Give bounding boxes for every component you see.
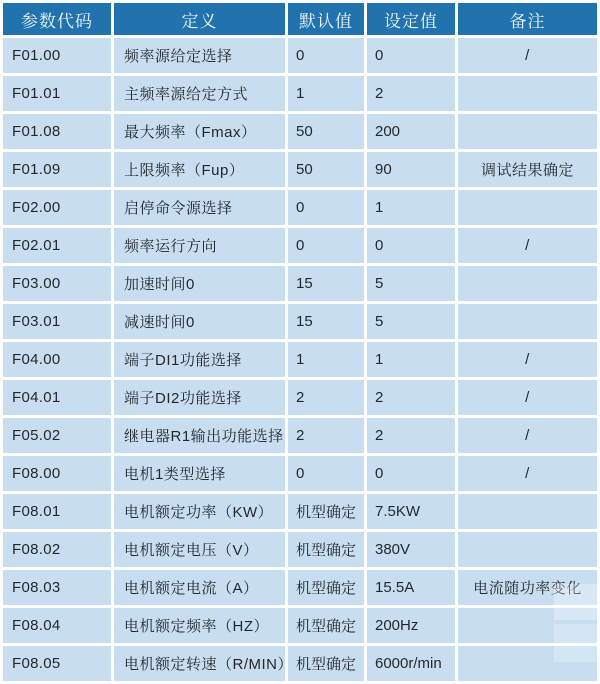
cell-set: 2	[367, 380, 455, 415]
cell-definition: 频率运行方向	[114, 228, 285, 263]
table-row	[3, 532, 597, 567]
table-row	[3, 38, 597, 73]
cell-definition: 电机1类型选择	[114, 456, 285, 491]
cell-remark	[458, 646, 597, 681]
cell-definition: 主频率源给定方式	[114, 76, 285, 111]
cell-definition: 继电器R1输出功能选择	[114, 418, 285, 453]
cell-code: F04.00	[3, 342, 111, 377]
header-row	[3, 3, 597, 35]
cell-remark	[458, 532, 597, 567]
cell-default: 50	[288, 152, 364, 187]
table-row	[3, 608, 597, 643]
table-row	[3, 76, 597, 111]
cell-default: 15	[288, 304, 364, 339]
table-row	[3, 646, 597, 681]
cell-definition: 端子DI1功能选择	[114, 342, 285, 377]
cell-code: F01.09	[3, 152, 111, 187]
cell-definition: 电机额定电压（V）	[114, 532, 285, 567]
cell-set: 0	[367, 38, 455, 73]
cell-set: 5	[367, 304, 455, 339]
cell-default: 0	[288, 190, 364, 225]
table-row	[3, 494, 597, 529]
cell-remark	[458, 114, 597, 149]
cell-default: 2	[288, 418, 364, 453]
cell-code: F05.02	[3, 418, 111, 453]
cell-definition: 电机额定功率（KW）	[114, 494, 285, 529]
cell-set: 1	[367, 342, 455, 377]
cell-code: F02.01	[3, 228, 111, 263]
cell-remark: 调试结果确定	[458, 152, 597, 187]
cell-definition: 加速时间0	[114, 266, 285, 301]
cell-default: 0	[288, 38, 364, 73]
cell-definition: 电机额定电流（A）	[114, 570, 285, 605]
table-row	[3, 570, 597, 605]
cell-default: 2	[288, 380, 364, 415]
cell-default: 0	[288, 228, 364, 263]
cell-set: 2	[367, 76, 455, 111]
cell-code: F08.04	[3, 608, 111, 643]
cell-definition: 启停命令源选择	[114, 190, 285, 225]
cell-definition: 电机额定转速（R/MIN）	[114, 646, 285, 681]
cell-default: 0	[288, 456, 364, 491]
cell-code: F02.00	[3, 190, 111, 225]
cell-remark: /	[458, 228, 597, 263]
cell-code: F03.01	[3, 304, 111, 339]
cell-remark	[458, 304, 597, 339]
cell-default: 1	[288, 342, 364, 377]
cell-set: 200Hz	[367, 608, 455, 643]
cell-code: F04.01	[3, 380, 111, 415]
cell-definition: 最大频率（Fmax）	[114, 114, 285, 149]
cell-remark	[458, 494, 597, 529]
column-header-code: 参数代码	[3, 3, 111, 35]
table-row	[3, 114, 597, 149]
cell-code: F08.01	[3, 494, 111, 529]
cell-set: 90	[367, 152, 455, 187]
cell-remark: /	[458, 380, 597, 415]
cell-definition: 减速时间0	[114, 304, 285, 339]
cell-remark: /	[458, 342, 597, 377]
cell-set: 5	[367, 266, 455, 301]
table-row	[3, 342, 597, 377]
cell-default: 15	[288, 266, 364, 301]
cell-definition: 端子DI2功能选择	[114, 380, 285, 415]
table-row	[3, 418, 597, 453]
table-row	[3, 304, 597, 339]
cell-default: 机型确定	[288, 646, 364, 681]
cell-remark	[458, 76, 597, 111]
cell-default: 机型确定	[288, 494, 364, 529]
cell-remark: /	[458, 38, 597, 73]
cell-set: 0	[367, 456, 455, 491]
cell-set: 15.5A	[367, 570, 455, 605]
cell-code: F08.05	[3, 646, 111, 681]
cell-code: F08.02	[3, 532, 111, 567]
table-row	[3, 266, 597, 301]
table-row	[3, 228, 597, 263]
column-header-remark: 备注	[458, 3, 597, 35]
cell-set: 1	[367, 190, 455, 225]
column-header-definition: 定义	[114, 3, 285, 35]
cell-default: 机型确定	[288, 608, 364, 643]
table-row	[3, 380, 597, 415]
table-row	[3, 456, 597, 491]
cell-set: 380V	[367, 532, 455, 567]
cell-code: F01.00	[3, 38, 111, 73]
cell-default: 机型确定	[288, 570, 364, 605]
cell-remark: /	[458, 456, 597, 491]
column-header-default: 默认值	[288, 3, 364, 35]
cell-remark	[458, 190, 597, 225]
table-row	[3, 190, 597, 225]
cell-code: F01.01	[3, 76, 111, 111]
table-body	[3, 38, 597, 681]
cell-remark: /	[458, 418, 597, 453]
cell-default: 50	[288, 114, 364, 149]
cell-set: 7.5KW	[367, 494, 455, 529]
cell-definition: 频率源给定选择	[114, 38, 285, 73]
cell-remark	[458, 608, 597, 643]
cell-set: 200	[367, 114, 455, 149]
cell-remark	[458, 266, 597, 301]
cell-code: F03.00	[3, 266, 111, 301]
cell-set: 2	[367, 418, 455, 453]
cell-default: 机型确定	[288, 532, 364, 567]
cell-code: F01.08	[3, 114, 111, 149]
cell-set: 6000r/min	[367, 646, 455, 681]
cell-default: 1	[288, 76, 364, 111]
cell-code: F08.03	[3, 570, 111, 605]
cell-remark: 电流随功率变化	[458, 570, 597, 605]
cell-definition: 上限频率（Fup）	[114, 152, 285, 187]
cell-definition: 电机额定频率（HZ）	[114, 608, 285, 643]
cell-set: 0	[367, 228, 455, 263]
cell-code: F08.00	[3, 456, 111, 491]
table-row	[3, 152, 597, 187]
column-header-set: 设定值	[367, 3, 455, 35]
